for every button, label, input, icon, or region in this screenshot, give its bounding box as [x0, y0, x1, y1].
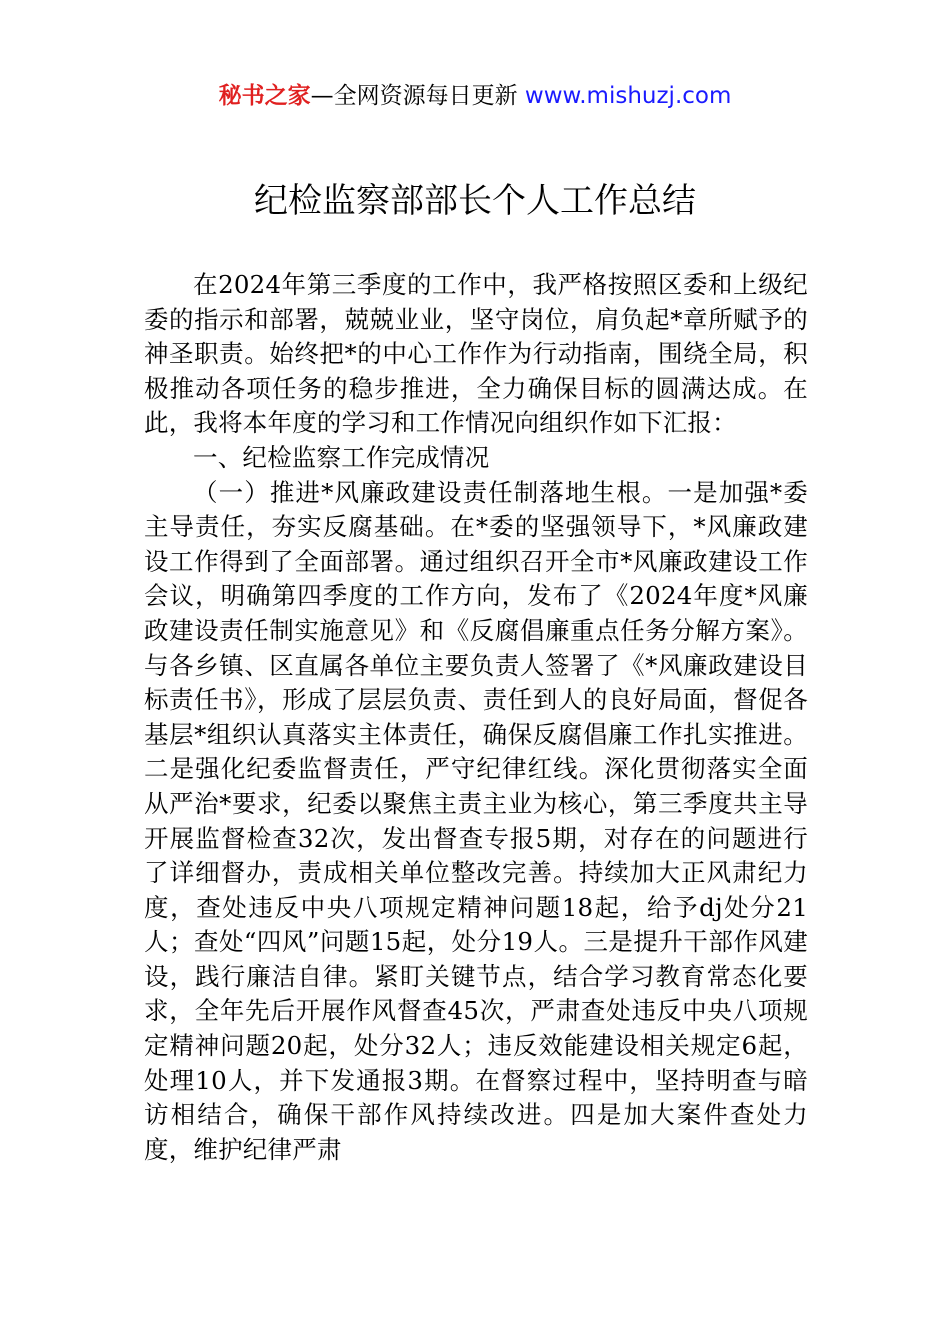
site-brand: 秘书之家	[218, 83, 311, 109]
section-heading: 一、纪检监察工作完成情况	[193, 442, 490, 472]
site-header	[0, 80, 950, 112]
site-url-link[interactable]: www.mishuzj.com	[524, 83, 732, 109]
site-tagline: —全网资源每日更新	[310, 83, 525, 109]
document-body	[144, 268, 808, 1167]
intro-paragraph: 在2024年第三季度的工作中，我严格按照区委和上级纪委的指示和部署，兢兢业业，坚守岗位，肩负起*章所赋予的神圣职责。始终把*的中心工作作为行动指南，围绕全局，积极推动各项任务的稳步推进，全力确保目标的圆满达成。在此，我将本年度的学习和工作情况向组织作如下汇报：	[144, 270, 808, 438]
body-paragraph: （一）推进*风廉政建设责任制落地生根。一是加强*委主导责任，夯实反腐基础。在*委的坚强领导下，*风廉政建设工作得到了全面部署。通过组织召开全市*风廉政建设工作会议，明确第四季度的工作方向，发布了《2024年度*风廉政建设责任制实施意见》和《反腐倡廉重点任务分解方案》。与各乡镇、区直属各单位主要负责人签署了《*风廉政建设目标责任书》，形成了层层负责、责任到人的良好局面，督促各基层*组织认真落实主体责任，确保反腐倡廉工作扎实推进。二是强化纪委监督责任，严守纪律红线。深化贯彻落实全面从严治*要求，纪委以聚焦主责主业为核心，第三季度共主导开展监督检查32次，发出督查专报5期，对存在的问题进行了详细督办，责成相关单位整改完善。持续加大正风肃纪力度，查处违反中央八项规定精神问题18起，给予dj处分21人；查处“四风”问题15起，处分19人。三是提升干部作风建设，践行廉洁自律。紧盯关键节点，结合学习教育常态化要求，全年先后开展作风督查45次，严肃查处违反中央八项规定精神问题20起，处分32人；违反效能建设相关规定6起，处理10人，并下发通报3期。在督察过程中，坚持明查与暗访相结合，确保干部作风持续改进。四是加大案件查处力度，维护纪律严肃	[144, 477, 808, 1164]
document-title: 纪检监察部部长个人工作总结	[254, 181, 696, 221]
